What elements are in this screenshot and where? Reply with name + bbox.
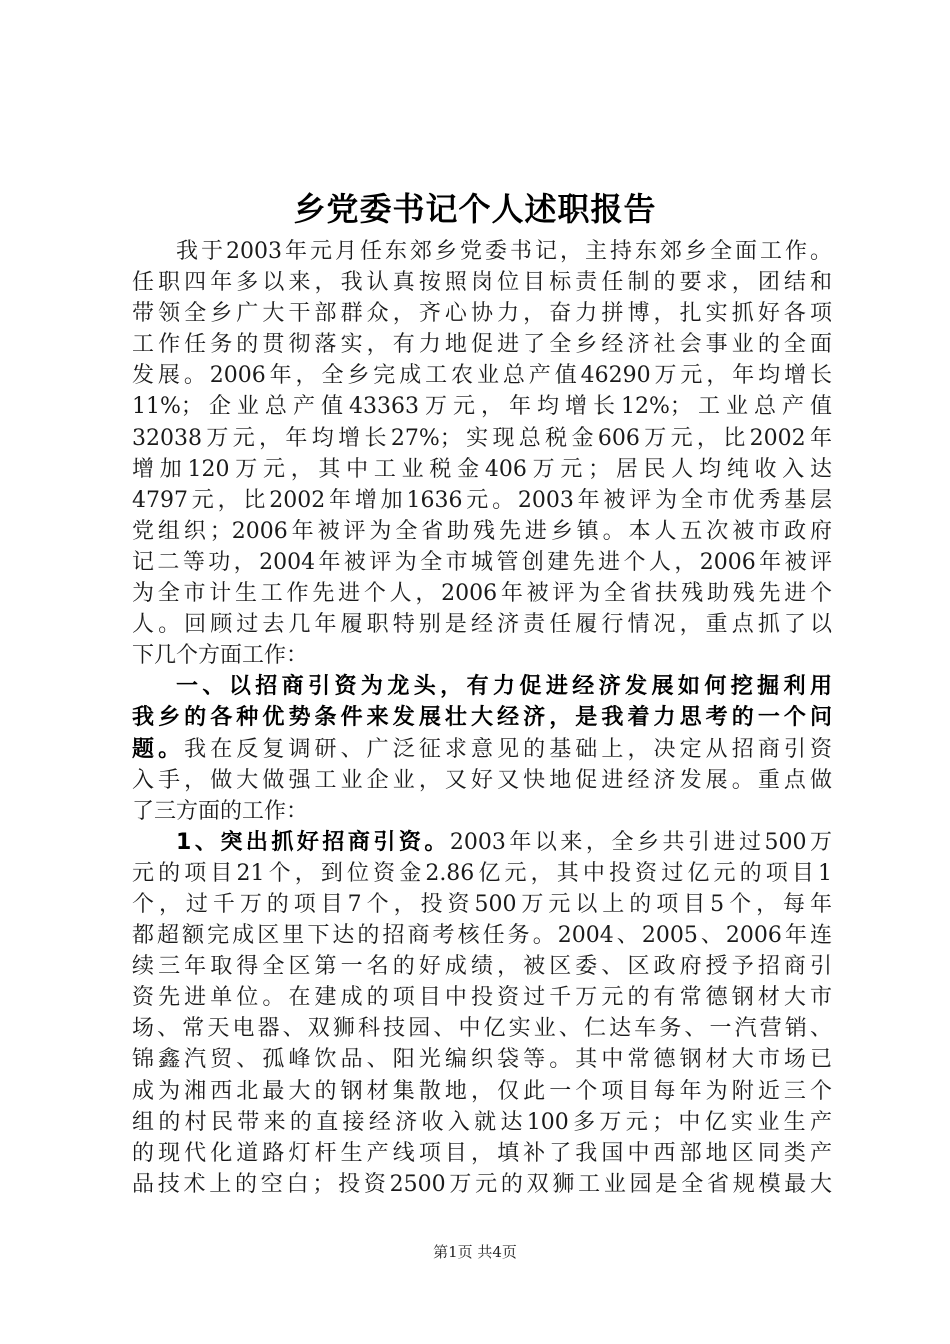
paragraph-text: 我在反复调研、广泛征求意见的基础上，决定从招商引资 [184,736,832,762]
paragraph-text: 2003年以来，全乡共引进过500万 [449,829,832,855]
paragraph-line: 工作任务的贯彻落实，有力地促进了全乡经济社会事业的全面 [132,332,832,358]
paragraph-line: 党组织；2006年被评为全省助残先进乡镇。本人五次被市政府 [132,518,832,544]
paragraph-line: 锦鑫汽贸、孤峰饮品、阳光编织袋等。其中常德钢材大市场已 [132,1047,832,1073]
paragraph-line: 成为湘西北最大的钢材集散地，仅此一个项目每年为附近三个 [132,1078,832,1104]
paragraph-line: 品技术上的空白；投资2500万元的双狮工业园是全省规模最大 [132,1171,832,1197]
paragraph-line: 任职四年多以来，我认真按照岗位目标责任制的要求，团结和 [132,270,832,296]
paragraph-line: 都超额完成区里下达的招商考核任务。2004、2005、2006年连 [132,923,832,949]
paragraph-line: 带领全乡广大干部群众，齐心协力，奋力拼博，扎实抓好各项 [132,301,832,327]
paragraph-line: 续三年取得全区第一名的好成绩，被区委、区政府授予招商引 [132,954,832,980]
paragraph-line: 个，过千万的项目7个，投资500万元以上的项目5个，每年 [132,891,832,917]
document-body [132,236,832,1200]
section-heading-line: 我乡的各种优势条件来发展壮大经济，是我着力思考的一个问 [132,705,832,731]
page-footer: 第1页 共4页 [433,1243,517,1261]
paragraph-line: 的现代化道路灯杆生产线项目，填补了我国中西部地区同类产 [132,1140,832,1166]
paragraph-line: 入手，做大做强工业企业，又好又快地促进经济发展。重点做 [132,767,832,793]
paragraph-line: 发展。2006年，全乡完成工农业总产值46290万元，年均增长 [132,363,832,389]
paragraph-line: 11%；企业总产值43363万元，年均增长12%；工业总产值 [132,394,832,420]
paragraph-line: 组的村民带来的直接经济收入就达100多万元；中亿实业生产 [132,1109,832,1135]
paragraph-line [132,827,832,858]
paragraph-line: 记二等功，2004年被评为全市城管创建先进个人，2006年被评 [132,549,832,575]
paragraph-line: 元的项目21个，到位资金2.86亿元，其中投资过亿元的项目1 [132,860,832,886]
section-heading-line: 一、以招商引资为龙头，有力促进经济发展如何挖掘利用 [176,674,832,700]
paragraph-line: 我于2003年元月任东郊乡党委书记，主持东郊乡全面工作。 [176,239,832,264]
paragraph-line: 资先进单位。在建成的项目中投资过千万元的有常德钢材大市 [132,985,832,1011]
paragraph-line: 场、常天电器、双狮科技园、中亿实业、仁达车务、一汽营销、 [132,1016,832,1042]
paragraph-line [132,734,832,765]
paragraph-line: 4797元，比2002年增加1636元。2003年被评为全市优秀基层 [132,487,832,513]
paragraph-line: 了三方面的工作： [132,798,309,824]
paragraph-line: 下几个方面工作： [132,643,309,669]
paragraph-line: 为全市计生工作先进个人，2006年被评为全省扶残助残先进个 [132,581,832,607]
paragraph-line: 32038万元，年均增长27%；实现总税金606万元，比2002年 [132,425,832,451]
paragraph-line: 增加120万元，其中工业税金406万元；居民人均纯收入达 [132,456,832,482]
section-heading-tail: 题。 [132,736,185,762]
paragraph-line: 人。回顾过去几年履职特别是经济责任履行情况，重点抓了以 [132,612,832,638]
subsection-heading: 1、突出抓好招商引资。 [176,829,450,855]
document-title: 乡党委书记个人述职报告 [293,190,657,228]
